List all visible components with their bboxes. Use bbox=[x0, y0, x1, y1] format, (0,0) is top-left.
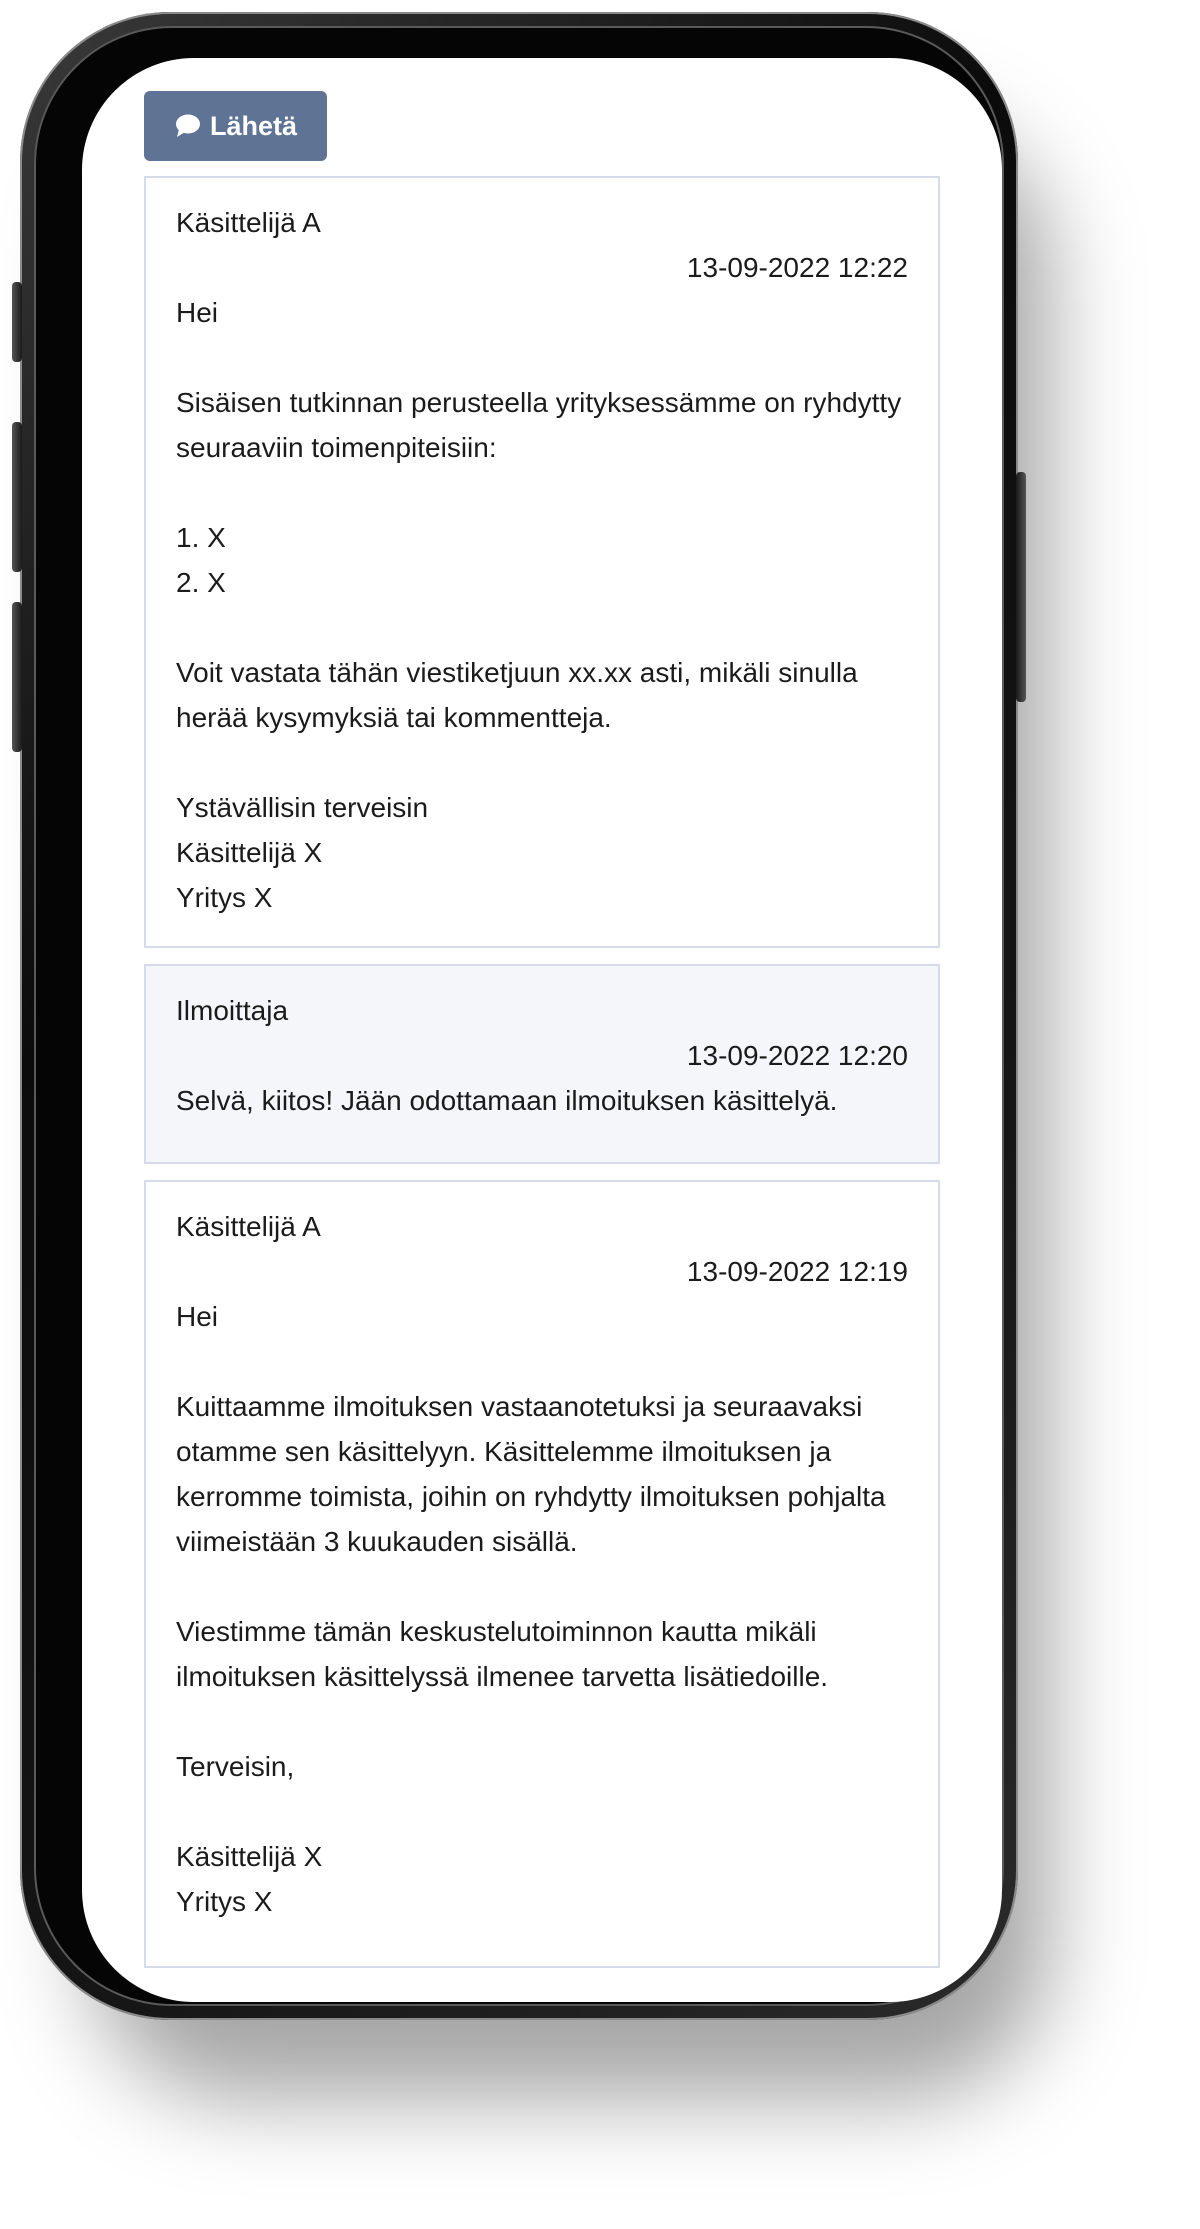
send-button[interactable] bbox=[144, 91, 327, 161]
message-item bbox=[144, 964, 940, 1164]
volume-down-button bbox=[12, 602, 22, 752]
phone-screen bbox=[82, 58, 1002, 2002]
message-timestamp: 13-09-2022 12:19 bbox=[686, 1256, 908, 1287]
send-button-label: Lähetä bbox=[209, 110, 298, 141]
message-body: Hei Sisäisen tutkinnan perusteella yrityksessämme on ryhdytty seuraaviin toimenpiteisiin: 1. X 2. X Voit vastata tähän viestiketjuun xx.xx asti, mikäli sinulla herää kysymyksiä tai kommentteja. Ystävällisin terveisin Käsittelijä X Yritys X bbox=[176, 297, 902, 913]
power-button bbox=[1016, 472, 1026, 702]
message-body: Hei Kuittaamme ilmoituksen vastaanotetuksi ja seuraavaksi otamme sen käsittelyyn. Käsittelemme ilmoituksen ja kerromme toimista, joihin on ryhdytty ilmoituksen pohjalta viimeistään 3 kuukauden sisällä. Viestimme tämän keskustelutoiminnon kautta mikäli ilmoituksen käsittelyssä ilmenee tarvetta lisätiedoille. Terveisin, Käsittelijä X Yritys X bbox=[176, 1301, 886, 1917]
volume-up-button bbox=[12, 422, 22, 572]
message-item bbox=[144, 176, 940, 948]
chat-bubble-icon bbox=[174, 113, 202, 139]
message-timestamp: 13-09-2022 12:20 bbox=[686, 1040, 908, 1071]
mute-switch bbox=[12, 282, 22, 362]
message-sender: Käsittelijä A bbox=[176, 1211, 321, 1242]
message-sender: Ilmoittaja bbox=[176, 995, 289, 1026]
phone-frame bbox=[20, 12, 1018, 2020]
message-sender: Käsittelijä A bbox=[176, 207, 321, 238]
message-item bbox=[144, 1180, 940, 1968]
message-body: Selvä, kiitos! Jään odottamaan ilmoituksen käsittelyä. bbox=[176, 1085, 838, 1116]
message-timestamp: 13-09-2022 12:22 bbox=[686, 252, 908, 283]
